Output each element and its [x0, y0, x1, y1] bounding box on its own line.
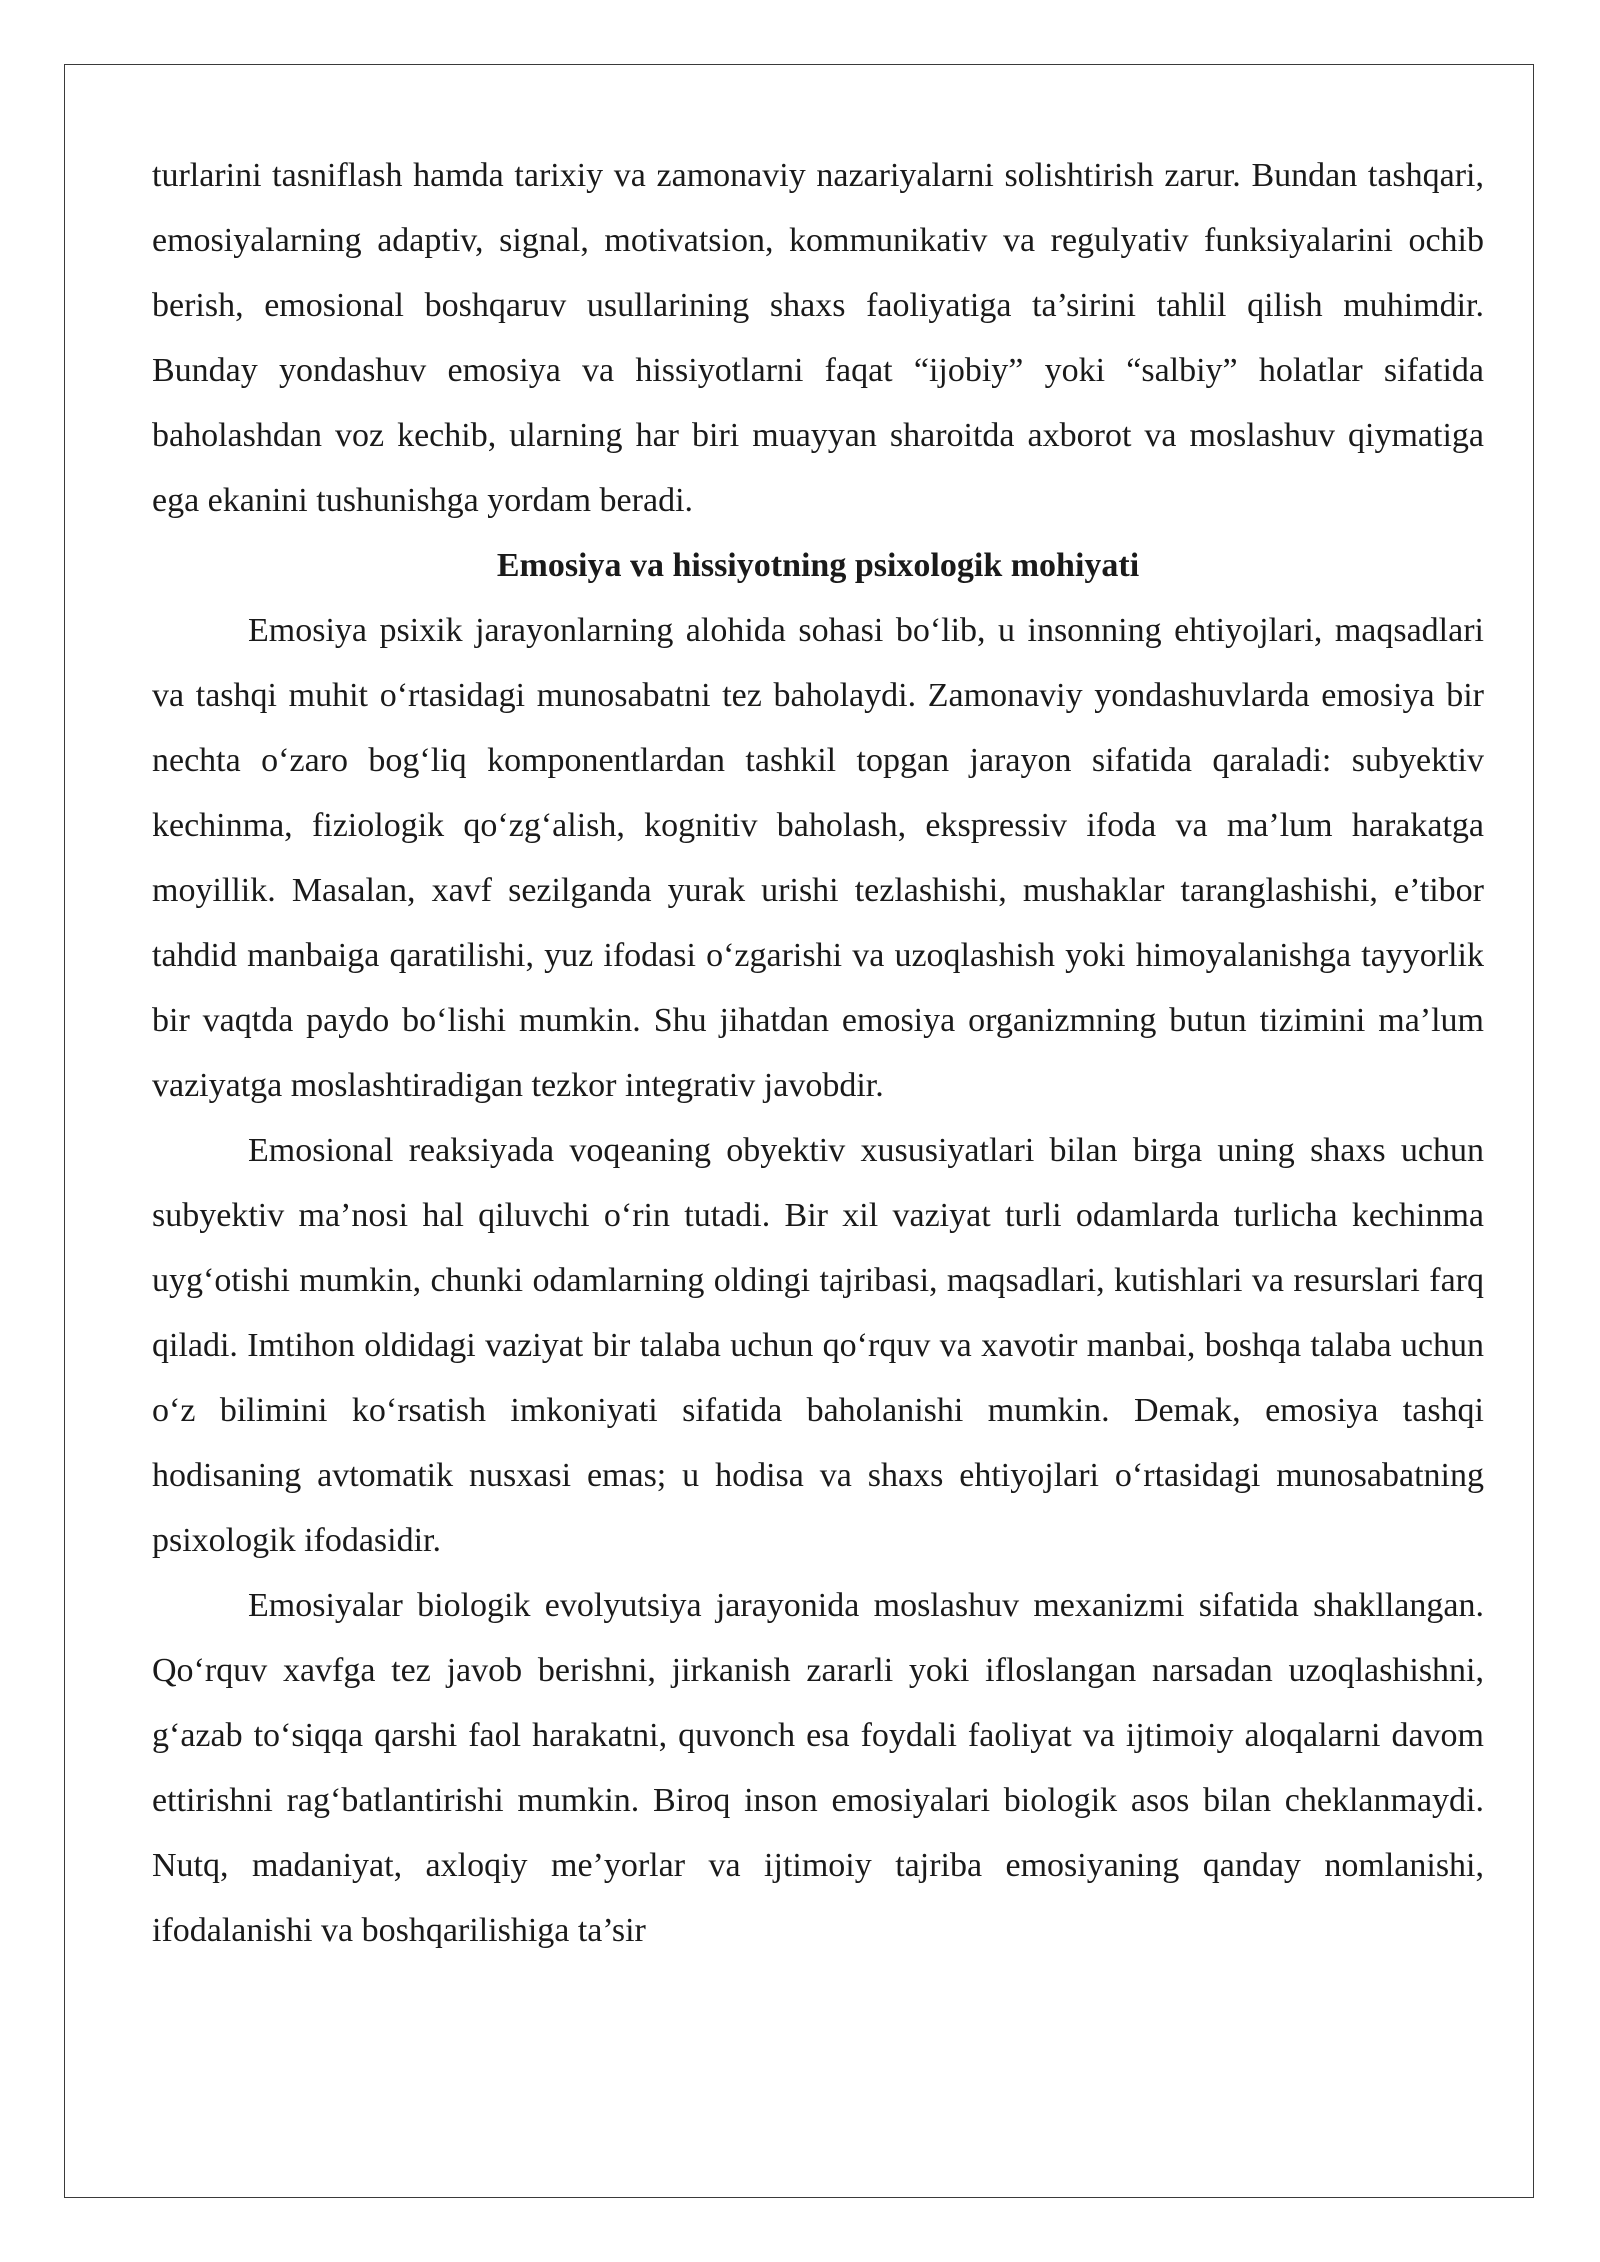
document-body: [152, 143, 1484, 1963]
section-heading: Emosiya va hissiyotning psixologik mohiyati: [496, 547, 1140, 584]
body-paragraph-1: Emosiya psixik jarayonlarning alohida sohasi bo‘lib, u insonning ehtiyojlari, maqsadlari va tashqi muhit o‘rtasidagi munosabatni tez baholaydi. Zamonaviy yondashuvlarda emosiya bir nechta o‘zaro bog‘liq komponentlardan tashkil topgan jarayon sifatida qaraladi: subyektiv kechinma, fiziologik qo‘zg‘alish, kognitiv baholash, ekspressiv ifoda va ma’lum harakatga moyillik. Masalan, xavf sezilganda yurak urishi tezlashishi, mushaklar taranglashishi, e’tibor tahdid manbaiga qaratilishi, yuz ifodasi o‘zgarishi va uzoqlashish yoki himoyalanishga tayyorlik bir vaqtda paydo bo‘lishi mumkin. Shu jihatdan emosiya organizmning butun tizimini ma’lum vaziyatga moslashtiradigan tezkor integrativ javobdir.: [152, 612, 1484, 1104]
body-paragraph-2: Emosional reaksiyada voqeaning obyektiv xususiyatlari bilan birga uning shaxs uchun subyektiv ma’nosi hal qiluvchi o‘rin tutadi. Bir xil vaziyat turli odamlarda turlicha kechinma uyg‘otishi mumkin, chunki odamlarning oldingi tajribasi, maqsadlari, kutishlari va resurslari farq qiladi. Imtihon oldidagi vaziyat bir talaba uchun qo‘rquv va xavotir manbai, boshqa talaba uchun o‘z bilimini ko‘rsatish imkoniyati sifatida baholanishi mumkin. Demak, emosiya tashqi hodisaning avtomatik nusxasi emas; u hodisa va shaxs ehtiyojlari o‘rtasidagi munosabatning psixologik ifodasidir.: [152, 1132, 1484, 1559]
intro-paragraph: turlarini tasniflash hamda tarixiy va zamonaviy nazariyalarni solishtirish zarur. Bundan tashqari, emosiyalarning adaptiv, signal, motivatsion, kommunikativ va regulyativ funksiyalarini ochib berish, emosional boshqaruv usullarining shaxs faoliyatiga ta’sirini tahlil qilish muhimdir. Bunday yondashuv emosiya va hissiyotlarni faqat “ijobiy” yoki “salbiy” holatlar sifatida baholashdan voz kechib, ularning har biri muayyan sharoitda axborot va moslashuv qiymatiga ega ekanini tushunishga yordam beradi.: [152, 157, 1484, 519]
body-paragraph-3: Emosiyalar biologik evolyutsiya jarayonida moslashuv mexanizmi sifatida shakllangan. Qo‘rquv xavfga tez javob berishni, jirkanish zararli yoki ifloslangan narsadan uzoqlashishni, g‘azab to‘siqqa qarshi faol harakatni, quvonch esa foydali faoliyat va ijtimoiy aloqalarni davom ettirishni rag‘batlantirishi mumkin. Biroq inson emosiyalari biologik asos bilan cheklanmaydi. Nutq, madaniyat, axloqiy me’yorlar va ijtimoiy tajriba emosiyaning qanday nomlanishi, ifodalanishi va boshqarilishiga ta’sir: [152, 1587, 1484, 1949]
